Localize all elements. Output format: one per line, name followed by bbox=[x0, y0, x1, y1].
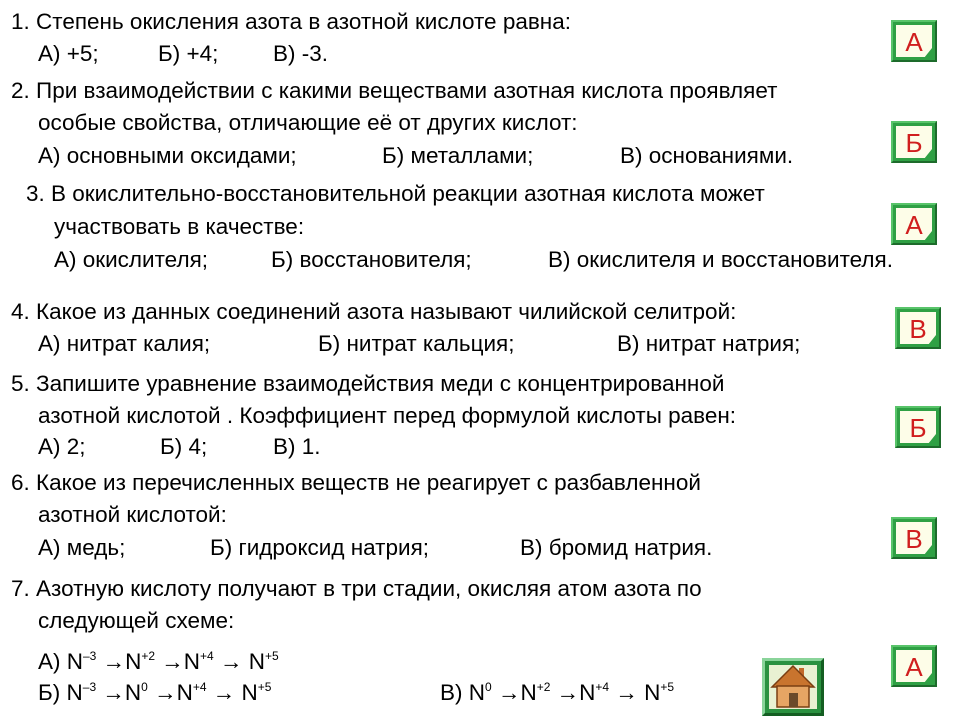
q6-option-c: В) бромид натрия. bbox=[520, 535, 713, 560]
q7-option-c-arrow2: →N bbox=[550, 680, 596, 705]
q5-answer-letter: Б bbox=[909, 413, 927, 443]
q3-text-line2: участвовать в качестве: bbox=[54, 214, 305, 239]
q1-answer-card[interactable] bbox=[891, 20, 937, 62]
q7-text-line1: 7. Азотную кислоту получают в три стадии, окисляя атом азота по bbox=[11, 576, 702, 601]
q4-text: 4. Какое из данных соединений азота называют чилийской селитрой: bbox=[11, 299, 737, 324]
q7-option-b-ox4: +5 bbox=[257, 680, 272, 694]
q7-option-c-ox3: +4 bbox=[595, 680, 610, 694]
q7-option-c-prefix: В) N bbox=[440, 680, 485, 705]
q7-option-a-arrow1: →N bbox=[96, 649, 142, 674]
home-button[interactable] bbox=[762, 658, 824, 716]
q7-option-b bbox=[38, 680, 271, 706]
q7-option-c bbox=[440, 680, 674, 706]
q7-option-a-ox3: +4 bbox=[200, 649, 214, 663]
q2-option-b: Б) металлами; bbox=[382, 143, 534, 168]
q5-text-line1: 5. Запишите уравнение взаимодействия меди с концентрированной bbox=[11, 371, 725, 396]
q3-option-c: В) окислителя и восстановителя. bbox=[548, 247, 893, 272]
q4-option-a: А) нитрат калия; bbox=[38, 331, 211, 356]
q7-option-a-arrow2: →N bbox=[155, 649, 201, 674]
q6-answer-letter: В bbox=[905, 524, 923, 554]
q7-option-b-ox1: –3 bbox=[82, 680, 97, 694]
home-icon bbox=[765, 661, 821, 713]
q1-answer-letter: А bbox=[905, 27, 923, 57]
q7-option-b-ox3: +4 bbox=[192, 680, 207, 694]
q6-option-b: Б) гидроксид натрия; bbox=[210, 535, 430, 560]
q6-text-line1: 6. Какое из перечисленных веществ не реагирует с разбавленной bbox=[11, 470, 701, 495]
q5-option-b: Б) 4; bbox=[160, 434, 208, 459]
q4-option-c: В) нитрат натрия; bbox=[617, 331, 801, 356]
q7-option-a-ox4: +5 bbox=[265, 649, 279, 663]
q6-answer-card[interactable] bbox=[891, 517, 937, 559]
q7-option-c-ox1: 0 bbox=[485, 680, 492, 694]
q7-option-c-arrow1: →N bbox=[491, 680, 537, 705]
q3-option-a: А) окислителя; bbox=[54, 247, 209, 272]
q2-option-c: В) основаниями. bbox=[620, 143, 794, 168]
q7-option-a bbox=[38, 649, 279, 675]
q7-answer-card[interactable] bbox=[891, 645, 937, 687]
q4-answer-card[interactable] bbox=[895, 307, 941, 349]
q3-text-line1: 3. В окислительно-восстановительной реакции азотная кислота может bbox=[26, 181, 765, 206]
q4-option-b: Б) нитрат кальция; bbox=[318, 331, 515, 356]
q7-option-a-ox1: –3 bbox=[83, 649, 97, 663]
q7-text-line2: следующей схеме: bbox=[38, 608, 235, 633]
q7-option-a-prefix: А) N bbox=[38, 649, 83, 674]
q5-option-c: В) 1. bbox=[273, 434, 321, 459]
q5-answer-card[interactable] bbox=[895, 406, 941, 448]
q7-option-a-arrow3: → N bbox=[213, 649, 265, 674]
q3-answer-letter: А bbox=[905, 210, 923, 240]
q1-option-a: А) +5; bbox=[38, 41, 99, 66]
q4-answer-letter: В bbox=[909, 314, 927, 344]
q2-option-a: А) основными оксидами; bbox=[38, 143, 297, 168]
q7-option-b-arrow1: →N bbox=[96, 680, 142, 705]
q3-option-b: Б) восстановителя; bbox=[271, 247, 472, 272]
q7-option-b-prefix: Б) N bbox=[38, 680, 83, 705]
q7-option-c-arrow3: → N bbox=[609, 680, 661, 705]
q5-text-line2: азотной кислотой . Коэффициент перед формулой кислоты равен: bbox=[38, 403, 737, 428]
q2-answer-letter: Б bbox=[905, 128, 923, 158]
q7-option-b-ox2: 0 bbox=[141, 680, 148, 694]
q2-answer-card[interactable] bbox=[891, 121, 937, 163]
q5-option-a: А) 2; bbox=[38, 434, 86, 459]
q2-text-line1: 2. При взаимодействии с какими веществами азотная кислота проявляет bbox=[11, 78, 778, 103]
q3-answer-card[interactable] bbox=[891, 203, 937, 245]
q1-option-b: Б) +4; bbox=[158, 41, 219, 66]
q6-text-line2: азотной кислотой: bbox=[38, 502, 227, 527]
q7-option-c-ox2: +2 bbox=[536, 680, 551, 694]
q2-text-line2: особые свойства, отличающие её от других кислот: bbox=[38, 110, 578, 135]
q7-answer-letter: А bbox=[905, 652, 923, 682]
q6-option-a: А) медь; bbox=[38, 535, 126, 560]
q7-option-b-arrow3: → N bbox=[206, 680, 258, 705]
q1-option-c: В) -3. bbox=[273, 41, 329, 66]
q1-text: 1. Степень окисления азота в азотной кислоте равна: bbox=[11, 9, 571, 34]
q7-option-a-ox2: +2 bbox=[141, 649, 156, 663]
q7-option-b-arrow2: →N bbox=[147, 680, 193, 705]
q7-option-c-ox4: +5 bbox=[660, 680, 675, 694]
